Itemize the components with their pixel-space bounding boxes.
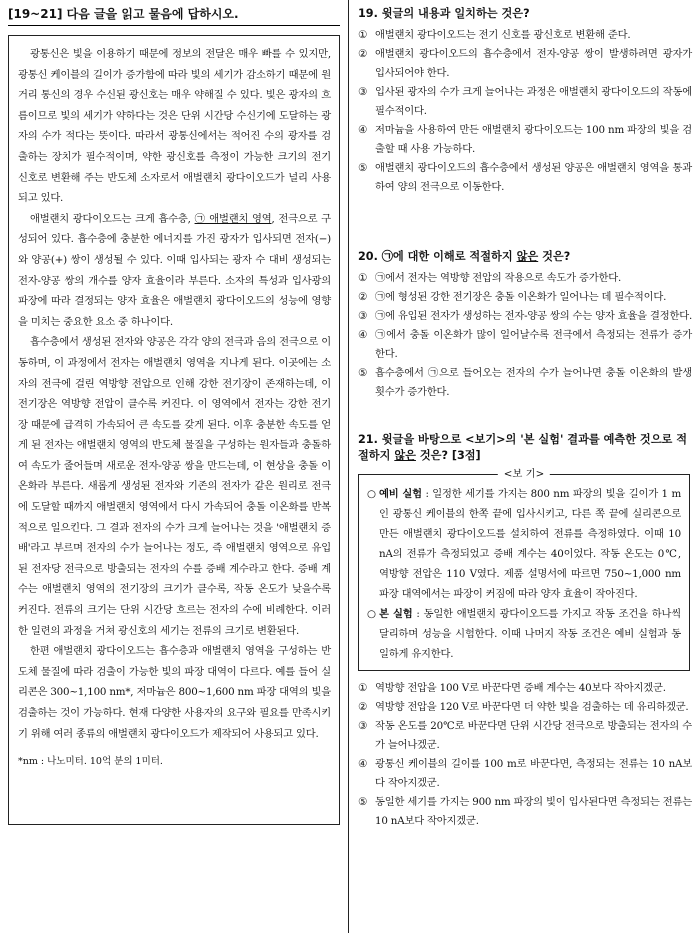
option-number: ④ <box>358 758 368 770</box>
example-box-title: <보 기> <box>498 467 550 481</box>
option-number: ⑤ <box>358 367 368 379</box>
section-header: [19~21] 다음 글을 읽고 물음에 답하시오. <box>8 6 340 26</box>
question-19-title: 19. 윗글의 내용과 일치하는 것은? <box>358 7 530 20</box>
question-19 <box>358 6 692 197</box>
footnote: *nm : 나노미터. 10억 분의 1미터. <box>18 756 163 768</box>
answer-option[interactable] <box>358 364 692 402</box>
option-text: 동일한 세기를 가지는 900 nm 파장의 빛이 입사된다면 측정되는 전류는 10 nA보다 작아지겠군. <box>375 796 692 827</box>
answer-option[interactable] <box>358 793 692 831</box>
question-20 <box>358 249 692 402</box>
answer-option[interactable] <box>358 307 692 326</box>
question-21 <box>358 432 692 831</box>
passage-paragraph-4: 한편 애벌랜치 광다이오드는 흡수층과 애벌랜치 영역을 구성하는 반도체 물질에 따라 검출이 가능한 빛의 파장 대역이 다르다. 예를 들어 실리콘은 300~1,100 nm*, 저마늄은 800~1,600 nm 파장 대역의 빛을 검출하는 것이 가능하다. 현재 다양한 사용자의 요구와 필요를 만족시키기 위해 여러 종류의 애벌랜치 광다이오드가 제작되어 사용되고 있다. <box>18 645 331 740</box>
left-column <box>8 6 340 825</box>
option-text: ㉠에 형성된 강한 전기장은 충돌 이온화가 일어나는 데 필수적이다. <box>375 291 667 303</box>
right-column <box>358 6 692 831</box>
main-experiment <box>367 604 681 664</box>
answer-option[interactable] <box>358 326 692 364</box>
question-21-options <box>358 679 692 831</box>
answer-option[interactable] <box>358 159 692 197</box>
reading-passage <box>8 35 340 825</box>
preliminary-text: : 일정한 세기를 가지는 800 nm 파장의 빛을 길이가 1 m인 광통신 케이블의 한쪽 끝에 입사시키고, 다른 쪽 끝에 실리콘으로 만든 애벌랜치 광다이오드를 설치하여 전류를 측정하였다. 이때 10 nA의 전류가 측정되었고 증배 계수는 40이었다. 작동 온도는 0℃, 역방향 전압은 110 V였다. 제품 설명서에 따르면 750~1,000 nm 파장 대역에서는 파장이 커짐에 따라 양자 효율이 작아진다. <box>379 488 682 600</box>
answer-option[interactable] <box>358 26 692 45</box>
example-box <box>358 468 690 671</box>
option-text: 입사된 광자의 수가 크게 늘어나는 과정은 애벌랜치 광다이오드의 작동에 필수적이다. <box>375 86 692 117</box>
answer-option[interactable] <box>358 288 692 307</box>
bullet-icon: ○ <box>367 488 376 500</box>
answer-option[interactable] <box>358 269 692 288</box>
option-text: 역방향 전압을 120 V로 바꾼다면 더 약한 빛을 검출하는 데 유리하겠군. <box>375 701 689 713</box>
option-number: ② <box>358 291 368 303</box>
answer-option[interactable] <box>358 45 692 83</box>
option-number: ④ <box>358 329 368 341</box>
answer-option[interactable] <box>358 717 692 755</box>
option-number: ③ <box>358 720 368 732</box>
option-text: 애벌랜치 광다이오드는 전기 신호를 광신호로 변환해 준다. <box>375 29 631 41</box>
option-number: ④ <box>358 124 368 136</box>
preliminary-label: 예비 실험 <box>379 488 422 500</box>
option-text: ㉠에서 충돌 이온화가 많이 일어날수록 전극에서 측정되는 전류가 증가한다. <box>375 329 692 360</box>
paragraph-2-rest: , 전극으로 구성되어 있다. 흡수층에 충분한 에너지를 가진 광자가 입사되면 전자(−)와 양공(+) 쌍이 생성될 수 있다. 이때 입사되는 광자 수 대비 생성되는 전자-양공 쌍의 개수를 양자 효율이라 부른다. 소자의 특성과 입사광의 파장에 따라 결정되는 양자 효율은 애벌랜치 광다이오드의 성능에 영향을 미치는 중요한 요소 중 하나이다. <box>18 212 331 328</box>
option-number: ① <box>358 272 368 284</box>
option-number: ① <box>358 29 368 41</box>
option-number: ⑤ <box>358 796 368 808</box>
main-label: 본 실험 <box>379 608 413 620</box>
option-text: 흡수층에서 ㉠으로 들어오는 전자의 수가 늘어나면 충돌 이온화의 발생 횟수가 증가한다. <box>375 367 692 398</box>
option-number: ① <box>358 682 368 694</box>
paragraph-2-start: 애벌랜치 광다이오드는 크게 흡수층, <box>30 212 195 225</box>
answer-option[interactable] <box>358 679 692 698</box>
option-text: 작동 온도를 20℃로 바꾼다면 단위 시간당 전극으로 방출되는 전자의 수가 늘어나겠군. <box>375 720 692 751</box>
option-number: ② <box>358 701 368 713</box>
question-20-title <box>358 249 692 265</box>
option-number: ③ <box>358 310 368 322</box>
passage-paragraph-1: 광통신은 빛을 이용하기 때문에 정보의 전달은 매우 빠를 수 있지만, 광통신 케이블의 길이가 증가함에 따라 빛의 세기가 감소하기 때문에 원거리 통신의 경우 수신된 광신호는 매우 약해질 수 있다. 빛은 광자의 흐름이므로 빛의 세기가 약하다는 것은 단위 시간당 수신기에 도달하는 광자의 수가 적다는 뜻이다. 따라서 광통신에서는 적어진 수의 광자를 검출하는 장치가 필수적이며, 약한 광신호를 측정이 가능한 크기의 전기 신호로 변환해 주는 반도체 소자로서 애벌랜치 광다이오드가 널리 사용되고 있다. <box>18 48 331 205</box>
column-divider <box>348 0 349 933</box>
question-20-options <box>358 269 692 402</box>
underlined-term: ㉠ 애벌랜치 영역 <box>194 212 272 225</box>
question-19-options <box>358 26 692 197</box>
bullet-icon: ○ <box>367 608 376 620</box>
answer-option[interactable] <box>358 83 692 121</box>
q21-title-underlined: 않은 <box>394 449 416 462</box>
passage-paragraph-3: 흡수층에서 생성된 전자와 양공은 각각 양의 전극과 음의 전극으로 이동하며, 이 과정에서 전자는 애벌랜치 영역을 지나게 된다. 이곳에는 소자의 전극에 걸린 역방향 전압으로 인해 강한 전기장이 존재하는데, 이 전기장은 역방향 전압이 클수록 커진다. 이 영역에서 전자는 강한 전기장 때문에 급격히 가속되어 큰 속도를 갖게 된다. 이후 충분한 속도를 얻게 된 전자는 애벌랜치 영역의 반도체 물질을 구성하는 원자들과 충돌하여 속도가 줄어들며 새로운 전자-양공 쌍을 만드는데, 이 현상을 충돌 이온화라 부른다. 새롭게 생성된 전자와 기존의 전자가 같은 원리로 전극에 도달할 때까지 애벌랜치 영역에서 다시 가속되어 충돌 이온화를 반복적으로 일으킨다. 그 결과 전자의 수가 크게 늘어나는 것을 '애벌랜치 증배'라고 부르며 전자의 수가 늘어나는 정도, 즉 애벌랜치 영역으로 유입된 전자당 전극으로 방출되는 전자의 수를 증배 계수라고 한다. 증배 계수는 애벌랜치 영역의 전기장의 크기가 클수록, 작동 온도가 낮을수록 커진다. 전류의 크기는 단위 시간당 흐르는 전자의 수에 비례한다. 이러한 일련의 과정을 거쳐 광신호의 세기는 전류의 크기로 변환된다. <box>18 336 331 637</box>
passage-paragraph-2 <box>18 209 331 333</box>
option-text: 광통신 케이블의 길이를 100 m로 바꾼다면, 측정되는 전류는 10 nA보다 작아지겠군. <box>375 758 692 789</box>
option-text: ㉠에서 전자는 역방향 전압의 작용으로 속도가 증가한다. <box>375 272 622 284</box>
main-text: : 동일한 애벌랜치 광다이오드를 가지고 작동 조건을 하나씩 달리하며 성능을 시험한다. 이때 나머지 작동 조건은 예비 실험과 동일하게 유지한다. <box>379 608 681 660</box>
q20-title-post: 것은? <box>538 250 571 263</box>
answer-option[interactable] <box>358 755 692 793</box>
preliminary-experiment <box>367 484 681 604</box>
option-number: ② <box>358 48 368 60</box>
q21-title-post: 것은? [3점] <box>415 449 481 462</box>
q20-title-underlined: 않은 <box>516 250 539 263</box>
q20-title-pre: 20. ㉠에 대한 이해로 적절하지 <box>358 250 517 263</box>
option-number: ③ <box>358 86 368 98</box>
option-text: 역방향 전압을 100 V로 바꾼다면 증배 계수는 40보다 작아지겠군. <box>375 682 666 694</box>
question-21-title <box>358 432 692 464</box>
option-text: 애벌랜치 광다이오드의 흡수층에서 생성된 양공은 애벌랜치 영역을 통과하여 양의 전극으로 이동한다. <box>375 162 692 193</box>
answer-option[interactable] <box>358 121 692 159</box>
option-text: ㉠에 유입된 전자가 생성하는 전자-양공 쌍의 수는 양자 효율을 결정한다. <box>375 310 693 322</box>
option-text: 저마늄을 사용하여 만든 애벌랜치 광다이오드는 100 nm 파장의 빛을 검출할 때 사용 가능하다. <box>375 124 692 155</box>
option-number: ⑤ <box>358 162 368 174</box>
option-text: 애벌랜치 광다이오드의 흡수층에서 전자-양공 쌍이 발생하려면 광자가 입사되어야 한다. <box>375 48 692 79</box>
q21-title-pre: 21. 윗글을 바탕으로 <보기>의 '본 실험' 결과를 예측한 것으로 적절하지 <box>358 433 688 462</box>
answer-option[interactable] <box>358 698 692 717</box>
